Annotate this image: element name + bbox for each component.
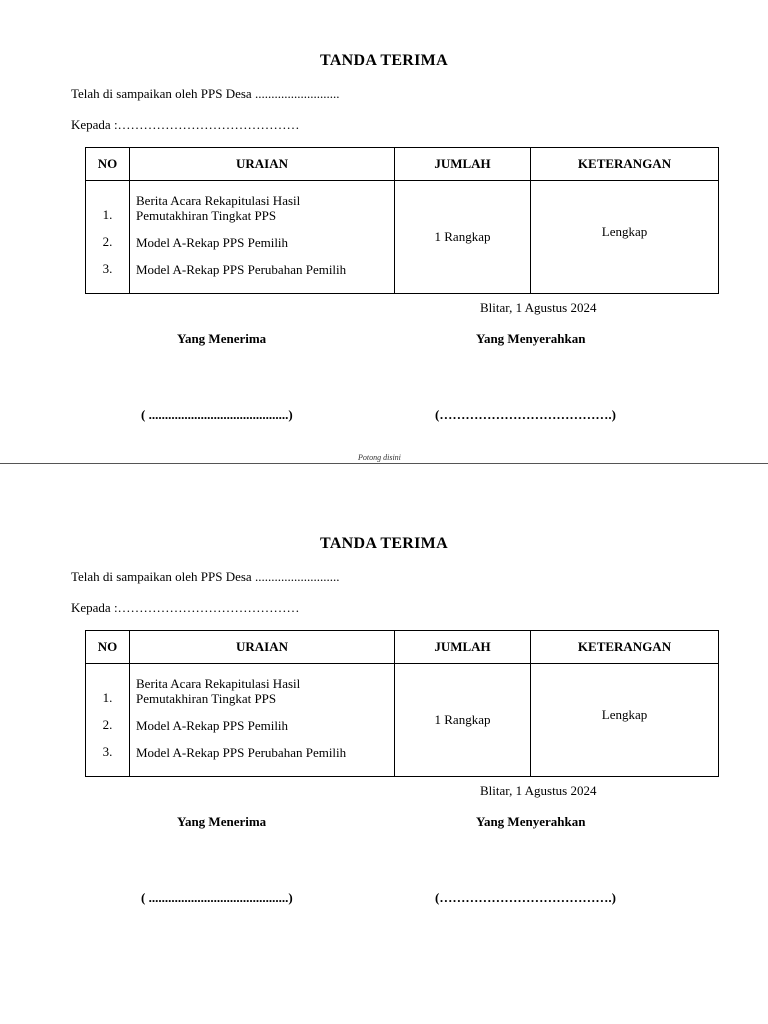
table-row	[86, 664, 719, 777]
receiver-label: Yang Menerima	[177, 331, 267, 346]
item-number: 1.	[102, 690, 113, 705]
jumlah-cell: 1 Rangkap	[395, 664, 531, 777]
receiver-signature-line: ( ...........................................)	[141, 890, 293, 905]
header-jumlah: JUMLAH	[395, 631, 531, 664]
place-date: Blitar, 1 Agustus 2024	[480, 783, 597, 798]
jumlah-cell: 1 Rangkap	[395, 181, 531, 294]
recipient-line: Kepada :……………………………………	[71, 600, 300, 615]
keterangan-text: Lengkap	[601, 224, 648, 239]
keterangan-cell	[531, 664, 719, 777]
item-number: 2.	[102, 717, 113, 732]
no-cell	[86, 664, 130, 777]
item-text: Model A-Rekap PPS Pemilih	[136, 235, 289, 250]
table-header-row	[86, 631, 719, 664]
table-header-row	[86, 148, 719, 181]
keterangan-text: Lengkap	[601, 707, 648, 722]
item-number: 3.	[102, 744, 113, 759]
recipient-line: Kepada :……………………………………	[71, 117, 300, 132]
item-text: Model A-Rekap PPS Perubahan Pemilih	[136, 262, 347, 277]
delivered-by-line: Telah di sampaikan oleh PPS Desa ..........................	[71, 569, 340, 584]
table-row	[86, 181, 719, 294]
item-number: 3.	[102, 261, 113, 276]
item-text: Model A-Rekap PPS Perubahan Pemilih	[136, 745, 347, 760]
item-text: Berita Acara Rekapitulasi Hasil	[136, 676, 301, 691]
uraian-cell	[130, 664, 395, 777]
giver-signature-line: (………………………………….)	[435, 407, 616, 422]
keterangan-cell	[531, 181, 719, 294]
receiver-label: Yang Menerima	[177, 814, 267, 829]
header-jumlah: JUMLAH	[395, 148, 531, 181]
cut-label: Potong disini	[358, 453, 401, 462]
uraian-cell	[130, 181, 395, 294]
item-number: 1.	[102, 207, 113, 222]
receipt-title: TANDA TERIMA	[320, 52, 448, 69]
header-uraian: URAIAN	[130, 631, 395, 664]
receipt-table	[85, 147, 719, 294]
item-number: 2.	[102, 234, 113, 249]
header-keterangan: KETERANGAN	[531, 631, 719, 664]
receipt-table	[85, 630, 719, 777]
receipt-top	[0, 0, 768, 480]
item-text: Pemutakhiran Tingkat PPS	[136, 691, 277, 706]
header-no: NO	[86, 631, 130, 664]
item-text: Pemutakhiran Tingkat PPS	[136, 208, 277, 223]
delivered-by-line: Telah di sampaikan oleh PPS Desa ..........................	[71, 86, 340, 101]
no-cell	[86, 181, 130, 294]
place-date: Blitar, 1 Agustus 2024	[480, 300, 597, 315]
header-keterangan: KETERANGAN	[531, 148, 719, 181]
header-uraian: URAIAN	[130, 148, 395, 181]
receiver-signature-line: ( ...........................................)	[141, 407, 293, 422]
item-text: Model A-Rekap PPS Pemilih	[136, 718, 289, 733]
giver-signature-line: (………………………………….)	[435, 890, 616, 905]
cut-line	[0, 463, 768, 464]
giver-label: Yang Menyerahkan	[476, 331, 586, 346]
header-no: NO	[86, 148, 130, 181]
item-text: Berita Acara Rekapitulasi Hasil	[136, 193, 301, 208]
receipt-title: TANDA TERIMA	[320, 535, 448, 552]
giver-label: Yang Menyerahkan	[476, 814, 586, 829]
receipt-bottom	[0, 483, 768, 963]
